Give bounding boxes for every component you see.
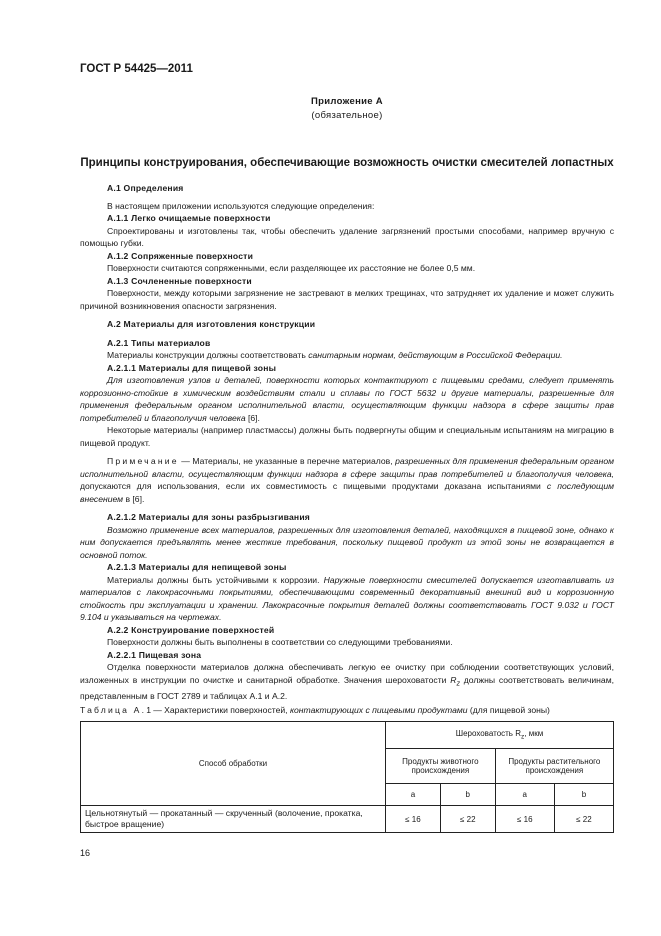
roughness-symbol: R xyxy=(450,674,457,685)
section-a21-heading: А.2.1 Типы материалов xyxy=(107,337,211,348)
note-plain-2: в [6]. xyxy=(123,493,145,504)
table-caption-italic: контактирующих с пищевыми продуктами xyxy=(289,705,468,715)
section-a221-text xyxy=(80,661,614,702)
note-plain-1: допускаются для использования, если их совместимость с пищевыми продуктами доказана испытаниями xyxy=(80,481,547,491)
table-caption-text: — Характеристики поверхностей, xyxy=(153,705,290,715)
table-cell-value: ≤ 22 xyxy=(440,806,495,833)
table-header-row xyxy=(81,722,614,749)
section-a12-heading: А.1.2 Сопряженные поверхности xyxy=(107,250,254,261)
section-a211-heading: А.2.1.1 Материалы для пищевой зоны xyxy=(107,362,277,373)
section-a2-heading: А.2 Материалы для изготовления конструкции xyxy=(107,319,316,329)
section-a213-text xyxy=(80,574,614,624)
appendix-status: (обязательное) xyxy=(311,110,383,121)
page-number: 16 xyxy=(80,848,91,858)
section-a211-text-italic: Для изготовления узлов и деталей, поверхности которых контактируют с пищевыми средами, следует применять коррозионно-стойкие в химическим воздействиям стали и сплавы по ГОСТ 5632 и другие материалы, разрешенные для применения федеральным органом исполнительной власти, осуществляющим функции надзора в сфере защиты прав потребителей и благополучия человека xyxy=(80,375,614,423)
roughness-table xyxy=(80,721,614,833)
table-row xyxy=(81,806,614,833)
table-cell-value: ≤ 22 xyxy=(554,806,613,833)
section-a21-text-italic: санитарным нормам, действующим в Российской Федерации. xyxy=(308,350,563,360)
subheader-a: a xyxy=(495,784,554,806)
roughness-subscript: z xyxy=(456,679,461,688)
note-lead: — Материалы, не указанные в перечне материалов, xyxy=(178,456,396,466)
section-a13-heading: А.1.3 Сочлененные поверхности xyxy=(107,275,252,286)
section-a12-text: Поверхности считаются сопряженными, если разделяющее их расстояние не более 0,5 мм. xyxy=(107,263,476,273)
section-a213-text-plain: Материалы должны быть устойчивыми к коррозии. xyxy=(107,574,324,585)
header-roughness xyxy=(386,722,614,749)
subheader-b: b xyxy=(440,784,495,806)
document-title: Принципы конструирования, обеспечивающие возможность очистки смесителей лопастных xyxy=(80,157,614,169)
table-cell-value: ≤ 16 xyxy=(386,806,441,833)
header-roughness-sub: z xyxy=(520,733,525,741)
table-caption-label: Таблица А.1 xyxy=(80,705,154,715)
subheader-b: b xyxy=(554,784,613,806)
header-plant: Продукты растительного происхождения xyxy=(495,749,613,784)
section-a211-text-2: Некоторые материалы (например пластмассы) должны быть подвергнуты общим и специальным испытаниям на миграцию в пищевой продукт. xyxy=(80,425,614,448)
section-a11-text: Спроектированы и изготовлены так, чтобы обеспечить удаление загрязнений простыми способами, например вручную с помощью губки. xyxy=(80,225,614,248)
standard-number: ГОСТ Р 54425—2011 xyxy=(80,63,193,75)
section-a221-text-2: должны соответствовать величинам, представленным в ГОСТ 2789 и таблицах А.1 и А.2. xyxy=(80,674,614,701)
table-caption xyxy=(80,705,550,715)
header-animal: Продукты животного происхождения xyxy=(386,749,496,784)
section-a22-text: Поверхности должны быть выполнены в соответствии со следующими требованиями. xyxy=(107,637,453,647)
section-a212-heading: А.2.1.2 Материалы для зоны разбрызгивания xyxy=(107,512,311,522)
note-italic-2: с последующим внесением xyxy=(80,481,614,504)
section-a211-text-ref: [6]. xyxy=(245,412,260,423)
section-a221-heading: А.2.2.1 Пищевая зона xyxy=(107,649,202,660)
section-a22-heading: А.2.2 Конструирование поверхностей xyxy=(107,624,275,635)
header-roughness-label: Шероховатость R xyxy=(455,729,521,739)
document-body xyxy=(80,182,614,702)
table-cell-value: ≤ 16 xyxy=(495,806,554,833)
note-label: Примечание xyxy=(107,456,179,466)
section-a213-text-italic: Наружные поверхности смесителей допускается изготавливать из материалов с лакокрасочными покрытиями, обеспечивающими современный декоративный внешний вид и коррозионную стойкость при эксплуатации и хранении. Лакокрасочные покрытия деталей должны соответствовать ГОСТ 9.032 и ГОСТ 9.104 и указываться на чертежах. xyxy=(80,574,614,622)
section-a21-text xyxy=(80,349,614,362)
section-a212-text: Возможно применение всех материалов, разрешенных для изготовления деталей, находящихся в пищевой зоне, однако к ним допускается предъявлять менее жесткие требования, поскольку пищевой продукт из этой зоны не возвращается в основной поток. xyxy=(80,524,614,560)
appendix-title: Приложение А xyxy=(311,96,383,107)
table-caption-end: (для пищевой зоны) xyxy=(467,705,550,715)
subheader-a: a xyxy=(386,784,441,806)
section-a13-text: Поверхности, между которыми загрязнение не застревают в мелких трещинах, что затрудняет их удаление и может служить причиной возникновения опасности загрязнения. xyxy=(80,288,614,311)
section-a1-intro: В настоящем приложении используются следующие определения: xyxy=(107,200,375,211)
note-italic-1: разрешенных для применения федеральным органом исполнительной власти, осуществляющим функции надзора в сфере защиты прав потребителей и благополучия человека, xyxy=(80,456,614,479)
section-a21-text-plain: Материалы конструкции должны соответствовать xyxy=(107,350,309,360)
note-paragraph xyxy=(80,455,614,505)
section-a221-text-1: Отделка поверхности материалов должна обеспечивать легкую ее очистку при соблюдении соответствующих условий, изложенных в инструкции по очистке и санитарной обработке. Значения шероховатости xyxy=(80,662,614,685)
section-a211-text xyxy=(80,374,614,424)
section-a11-heading: А.1.1 Легко очищаемые поверхности xyxy=(107,213,271,223)
header-roughness-unit: , мкм xyxy=(524,729,544,739)
header-method: Способ обработки xyxy=(81,722,386,806)
section-a213-heading: А.2.1.3 Материалы для непищевой зоны xyxy=(107,562,287,572)
section-a1-heading: А.1 Определения xyxy=(107,183,184,193)
table-cell-method: Цельнотянутый — прокатанный — скрученный (волочение, прокатка, быстрое вращение) xyxy=(81,806,386,833)
